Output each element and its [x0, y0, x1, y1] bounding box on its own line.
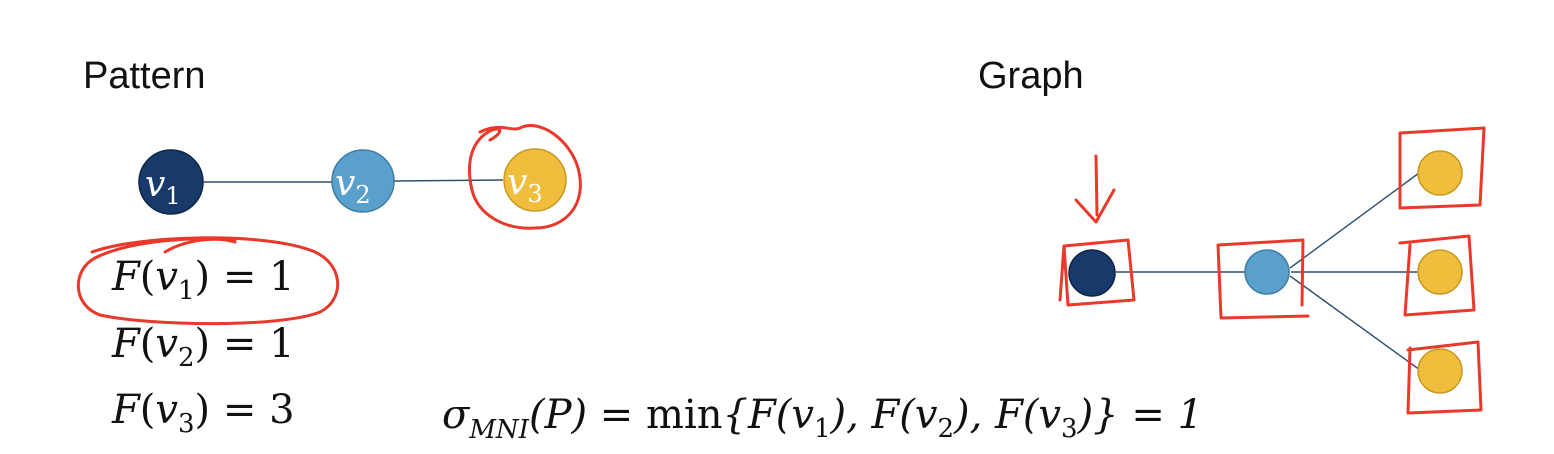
graph-title: Graph — [978, 55, 1084, 97]
arrow-annotation — [1076, 156, 1114, 222]
graph-edge-b-c3 — [1290, 276, 1420, 370]
graph-node-dark — [1069, 250, 1115, 296]
pattern-node-v1-label: $v_1$ — [145, 164, 181, 210]
pattern-edge-v2-v3 — [394, 180, 503, 181]
mni-formula: $\sigma_{MNI}(P) = \min\{F(v_1)$, $F(v_2)$, $F(v_3)\} = 1$ — [442, 392, 1204, 445]
pattern-title: Pattern — [83, 55, 206, 97]
graph-node-yellow-top — [1418, 151, 1462, 195]
graph-node-yellow-bottom — [1418, 349, 1462, 393]
graph-node-blue — [1245, 250, 1289, 294]
count-v2: $F(v_2) = 1$ — [112, 321, 295, 373]
pattern-node-v2-label: $v_2$ — [335, 163, 371, 209]
count-v1: $F(v_1) = 1$ — [112, 254, 295, 306]
graph-node-yellow-middle — [1418, 250, 1462, 294]
count-v3: $F(v_3) = 3$ — [112, 387, 295, 439]
pattern-node-v3-label: $v_3$ — [507, 162, 543, 208]
